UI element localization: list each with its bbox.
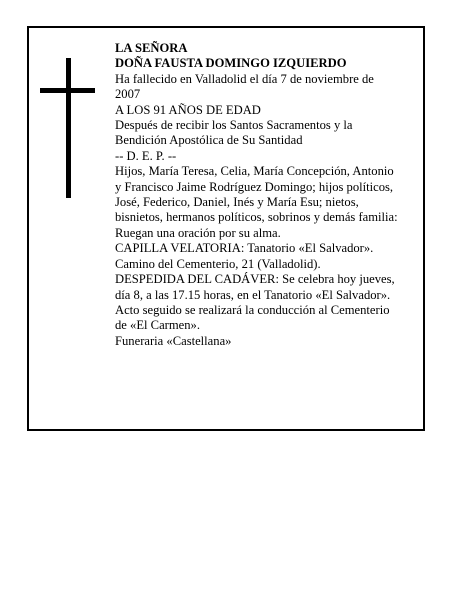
death-date-line-2: 2007 <box>115 87 141 102</box>
prayer-line: Ruegan una oración por su alma. <box>115 225 281 240</box>
notice-heading: LA SEÑORA <box>115 41 188 55</box>
cross-icon <box>40 58 95 198</box>
cross-horizontal-bar <box>40 88 95 93</box>
farewell-line-3: Acto seguido se realizará la conducción al Cementerio <box>115 302 390 317</box>
rip-line: -- D. E. P. -- <box>115 148 177 163</box>
death-date-line-1: Ha fallecido en Valladolid el día 7 de noviembre de <box>115 71 374 86</box>
sacraments-line-2: Bendición Apostólica de Su Santidad <box>115 133 303 148</box>
deceased-name: DOÑA FAUSTA DOMINGO IZQUIERDO <box>115 56 347 71</box>
family-line-3: José, Federico, Daniel, Inés y María Esu; nietos, <box>115 195 359 210</box>
family-line-4: bisnietos, hermanos políticos, sobrinos y demás familia: <box>115 210 398 225</box>
farewell-line-4: de «El Carmen». <box>115 318 200 333</box>
chapel-line-2: Camino del Cementerio, 21 (Valladolid). <box>115 256 321 271</box>
family-line-2: y Francisco Jaime Rodríguez Domingo; hijos políticos, <box>115 179 394 194</box>
cross-vertical-bar <box>66 58 71 198</box>
funeral-home-line: Funeraria «Castellana» <box>115 333 232 348</box>
chapel-line-1: CAPILLA VELATORIA: Tanatorio «El Salvador». <box>115 241 374 256</box>
obituary-notice <box>27 26 425 431</box>
sacraments-line-1: Después de recibir los Santos Sacramentos y la <box>115 118 353 133</box>
family-line-1: Hijos, María Teresa, Celia, María Concepción, Antonio <box>115 164 394 179</box>
farewell-line-2: día 8, a las 17.15 horas, en el Tanatorio «El Salvador». <box>115 287 391 302</box>
farewell-line-1: DESPEDIDA DEL CADÁVER: Se celebra hoy jueves, <box>115 272 395 287</box>
notice-text <box>115 41 425 349</box>
age-line: A LOS 91 AÑOS DE EDAD <box>115 102 261 117</box>
